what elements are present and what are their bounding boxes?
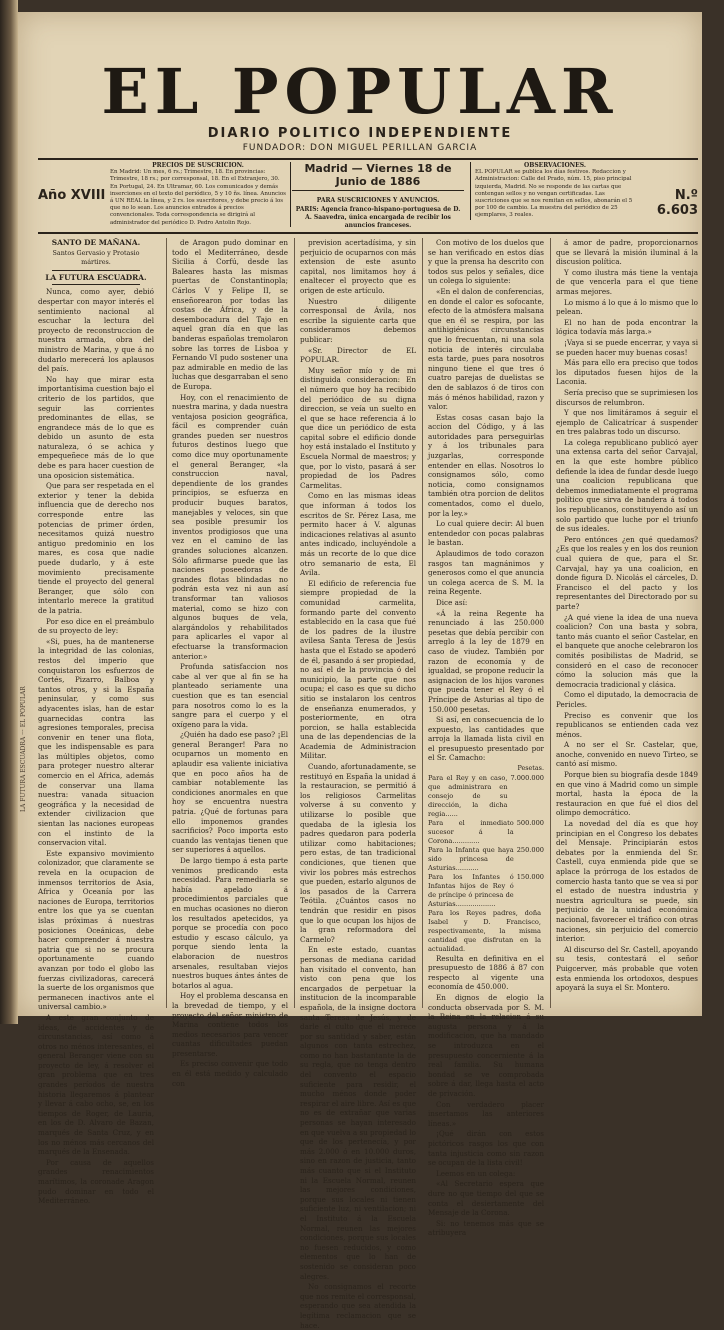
observations bbox=[470, 162, 635, 220]
paragraph: Con motivo de los duelos que se han verificado en estos días y que la prensa ha descrito con todos sus pelos y señales, dice un colega lo siguiente: bbox=[428, 238, 544, 286]
paragraph: Porque bien su biografía desde 1849 en que vino á Madrid como un simple mortal, hasta la época de la restauracion en que fué el dios del olimpo democrático. bbox=[556, 770, 698, 818]
paragraph: Hoy el problema descansa en la brevedad de tiempo, y el proyecto del señor ministro de Marina contiene todos los medios necesarios para vencer cuantas dificultades puedan presentarse. bbox=[172, 991, 288, 1058]
newspaper-subtitle: DIARIO POLITICO INDEPENDIENTE bbox=[207, 126, 513, 141]
column-3-body bbox=[300, 238, 416, 1330]
column-1-body bbox=[38, 287, 154, 1205]
paragraph: prevision acertadísima, y sin perjuicio de ocuparnos con más extension de este asunto capital, nos limitamos hoy á enaltecer el proyecto que es origen de este artículo. bbox=[300, 238, 416, 295]
paragraph: Leemos en un colega: bbox=[436, 1168, 516, 1178]
book-spine bbox=[0, 0, 18, 1024]
paragraph: Preciso es convenir que los republicanos se entienden cada vez ménos. bbox=[556, 710, 698, 739]
civil-list-table bbox=[428, 764, 544, 954]
paragraph: Por causa de aquellos grandes renacimientos marítimos, la coronade Aragon pudo dominar en todo el Mediterráneo. bbox=[38, 1157, 154, 1206]
date-block bbox=[292, 162, 464, 230]
paragraph: Como en las mismas ideas que informan á todos los escritos de Sr. Pérez Lasa, me permito hacer á V. algunas indicaciones relativas al asunto antes indicado, incluyéndole a más un recorte de lo que dice otro semanario de esta, El Avila. bbox=[300, 491, 416, 578]
paragraph: Y como ilustra más tiene la ventaja de que vencerla para el que tiene armas mejores. bbox=[556, 267, 698, 296]
paragraph: No hay que mirar esta importantísima cuestion bajo el criterio de los partidos, que seguir las corrientes predominantes de ellas, se engrandece más de lo que es debido un asunto de esta naturaleza, ó se achica y empequeñece más de lo que debe es para hacer cuestion de una oposicion sistemática. bbox=[38, 374, 154, 480]
paragraph: Aplaudimos de todo corazon rasgos tan magnánimos y generosos como el que anuncia un colega acerca de S. M. la reina Regente. bbox=[428, 549, 544, 597]
masthead bbox=[18, 55, 702, 153]
ledger-row bbox=[428, 774, 544, 819]
paragraph: A este gran conjunto de ideas, de accidentes y de circunstancias, así como á otros no ménos interesantes, el general Beranger viene con su proyecto de ley, á resolver el gran problema que en tres grandes períodos de nuestra historia llegaremos á plantear y llevar á cabo ocho, se, en los tiempos de Roger, de Lauria, en los de D. Alvaro de Bazan, marqués de Santa Cruz, y en los no ménos más cercanos del marqués de la Ensenada. bbox=[38, 1012, 154, 1157]
paragraph: A no ser el Sr. Castelar, que, anoche, convenido en nuevo Tirteo, se cantó así mismo. bbox=[556, 740, 698, 769]
paragraph: «Á la reina Regente ha renunciado á las 250.000 pesetas que debía percibir con arreglo á la ley de 1879 en caso de viudez. También por razon de economía y de igualdad, se propone reducir la asignacion de los hijos varones que pueda tener el Rey ó el Príncipe de Asturias al tipo de 150.000 pesetas. bbox=[428, 608, 544, 714]
column-4-intro bbox=[428, 238, 544, 763]
paragraph: Y que nos limitáramos á seguir el ejemplo de Calicatrícar á suspender en tres palabras todo un discurso. bbox=[556, 408, 698, 437]
paragraph: De largo tiempo á esta parte venimos predicando esta necesidad. Para remediarla se había apelado á procedimientos parciales que en muchas ocasiones no dieron los resultados apetecidos, ya porque se procedía con poco estudio y escaso cálculo, ya porque siendo lenta la elaboracion de nuestros arsenales, resultaban viejos nuestros buques ántes ántes de botarlos al agua. bbox=[172, 856, 288, 990]
ledger-row bbox=[428, 819, 544, 846]
paragraph: En dignos de elogio la conducta observada por S. M. la Reina en la relacion á su augusta persona y á la modificacion, que ha mandado se introduzca en el presupuesto concerniente á la real familia. Su humana bondad se ve comprobada sobre á dar, llega hasta el acto de privación. bbox=[428, 993, 544, 1098]
paragraph: La colega republicano publicó ayer una extensa carta del señor Carvajal, en la que este hombre público defiende la idea de fundar desde luego una coalicion republicana que debemos inmediatamente el programa político que sirva de bandera á todos los republicanos, constituyendo así un solo partido que luche por el triunfo de sus ideales. bbox=[556, 437, 698, 534]
issue-number: N.º 6.603 bbox=[656, 188, 698, 218]
saint-heading: SANTO DE MAÑANA. bbox=[51, 238, 141, 247]
year-label: Año XVIII bbox=[38, 188, 106, 203]
paragraph: Es preciso convenir que todo en él está medido y calculado con bbox=[172, 1059, 288, 1088]
column-1 bbox=[38, 238, 154, 1206]
column-5 bbox=[550, 238, 698, 1008]
ledger-amount: 500.000 bbox=[516, 818, 544, 827]
ledger-row bbox=[428, 909, 544, 954]
newspaper-title: EL POPULAR bbox=[101, 55, 619, 128]
issue-date: Madrid — Viernes 18 de Junio de 1886 bbox=[292, 162, 464, 191]
info-band bbox=[38, 158, 698, 234]
paragraph: Cuando, afortunadamente, se restituyó en España la unidad á la restauracion, se permitió á los religiosos Carmelitas volverse á su convento y utilizarse lo posible que quedaba de la iglesia los padres quedaron para poderla utilizar como habitaciones; pero estas, de tan tradicional condiciones, que tienen que vivir los pobres más estrechos que pueden, estarlo algunos de los pasados de la Carrera Teótila. ¿Cuántos casos no tendrán que residir en pisos que lo que ocupan los hijos de la gran reformadora del Carmelo? bbox=[300, 762, 416, 944]
paragraph: Este expansivo movimiento colonizador, que claramente se revela en la ocupacion de inmensos territorios de Asia, Africa y Oceanía por las naciones de Europa, territorios entre los que ya se cuentan islas próximas á nuestras posiciones Oceánicas, debe hacer comprender á nuestra patria que si no se procura oportunamente cuando avanzan por todo el globo las fuerzas civilizadoras, carecerá la suerte de los organismos que permanecen inactivos ante el universal cambio.» bbox=[38, 848, 154, 1012]
ledger-label: Para el inmediato sucesor á la Corona............. bbox=[428, 818, 514, 845]
paragraph: El no han de poda encontrar la lógica todavía más larga.» bbox=[556, 317, 698, 337]
text-columns bbox=[38, 238, 698, 1330]
newspaper-page bbox=[18, 12, 702, 1330]
paragraph: Si: no tenemos más que se atribuyera bbox=[428, 1218, 544, 1238]
paragraph: «En el dalon de conferencias, en donde el calor es sofocante, efecto de la atmósfera malsana que en él se respira, por las antihigiénicas circunstancias que lo frecuentan, ni una sola noticia de interés circulaba esta tarde, pues para nosotros ninguno tiene el que tres ó cuatro parejas de duelistas se den de sablazos ó de tiros con más ó ménos habilidad, razon y valor. bbox=[428, 286, 544, 412]
founder-line: FUNDADOR: DON MIGUEL PERILLAN GARCIA bbox=[242, 143, 478, 153]
column-4 bbox=[422, 238, 544, 1238]
paragraph: Más para ello era preciso que todos los diputados fuesen hijos de la Laconia. bbox=[556, 358, 698, 387]
ledger-rows bbox=[428, 774, 544, 954]
paragraph: ¿Quién ha dado ese paso? ¡El general Beranger! Para no ocuparnos un momento en aplaudir esa valiente iniciativa que en poco años ha de cambiar notablemente las condiciones anormales en que hoy se encuentra nuestra patria. ¿Qué de fortunas para ello imponemos grandes sacrificios? Poco importa esto cuando las ventajas tienen que ser superiores á aquellos. bbox=[172, 730, 288, 855]
saints-line: Santos Gervasio y Protasio mártires. bbox=[52, 248, 140, 267]
paragraph: Estas cosas casan bajo la accion del Código, y á las autoridades para perseguirlas y á los tribunales para juzgarlas, corresponde entender en ellas. Nosotros lo consignamos sólo, como noticia, como consignamos también otra porcion de delitos comentados, como el duelo, por la ley.» bbox=[428, 412, 544, 518]
observations-text: EL POPULAR se publica los días festivos. Redaccion y Administracion: Calle del Prado, núm. 15, piso principal izquierda, Madrid. No se responde de las cartas que contengan sellos y no vengan certificadas. Las suscriciones que se nos remitan en sellos, abonarán el 5 por 100 de cambio. La muestra del periódico de 25 ejemplares, 3 reales. bbox=[475, 169, 633, 219]
paragraph: Por eso dice en el preámbulo de su proyecto de ley: bbox=[38, 616, 154, 636]
observations-heading: OBSERVACIONES. bbox=[524, 162, 586, 169]
column-4-outro bbox=[428, 954, 544, 1238]
ledger-label: Para la Infanta que haya sido princesa de Asturias........... bbox=[428, 845, 514, 872]
column-5-body bbox=[556, 238, 698, 993]
column-2-body bbox=[172, 238, 288, 1088]
ledger-amount bbox=[541, 909, 544, 954]
paragraph: ¿A qué viene la idea de una nueva coalicion? Con una basta y sobra, tanto más cuanto el señor Castelar, en el banquete que anoche celebraron los comités posibilistas de Madrid, se consideró en el caso de reconocer cómo la solucion más que la democracia tradicional y clásica. bbox=[556, 612, 698, 689]
paragraph: á amor de padre, proporcionarnos que se llevará la misión iluminal á la discusion política. bbox=[556, 238, 698, 267]
paragraph: Muy señor mío y de mi distinguida consideracion: En el número que hoy ha recibido del periódico de su digna direccion, se veía un suelto en el que se hace referencia á lo que dice un periódico de esta capital sobre el edificio donde hoy está instalado el Instituto y Escuela Normal de maestros; y que, por lo visto, pasará á ser propiedad de los Padres Carmelitas. bbox=[300, 365, 416, 490]
ledger-label: Para los Infantes ó Infantas hijos de Rey ó de príncipe ó princesa de Asturias................... bbox=[428, 872, 514, 908]
paragraph: La novedad del día es que hoy principian en el Congreso los debates del Mensaje. Principiarán estos debates por la enmienda del Sr. Castell, cuya enmienda pide que se aplace la prórroga de los estados de comercio hasta tanto que se vea si por el estado de nuestra industria y nuestra agricultura se puede, sin perjuicio de la unidad económica nacional, favorecer el tráfico con otras naciones, sin perjuicio del comercio interior. bbox=[556, 819, 698, 944]
divider bbox=[52, 284, 140, 285]
ledger-amount: 250.000 bbox=[516, 845, 544, 854]
paragraph: de Aragon pudo dominar en todo el Mediterráneo, desde Sicilia á Corfú, desde las Baleares hasta las mismas puertas de Constantinopla; Cárlos V y Felipe II, se enseñorearon por todas las costas de África, y de la desembocadura del Tajo en aquel gran día en que las banderas españolas tremolaron sobre las torres de Lisboa y Fernando VI pudo sostener una paz admirable en medio de las luchas que desgarraban el seno de Europa. bbox=[172, 238, 288, 391]
ledger-label: Para el Rey y en caso, que administrara en consejo de su dirección, la dicha regia...... bbox=[428, 773, 508, 818]
ledger-row bbox=[428, 873, 544, 909]
ledger-label: Para los Reyes padres, doña Isabel y D. Francisco, respectivamente, la misma cantidad que disfrutan en la actualidad. bbox=[428, 908, 541, 953]
ledger-heading: Pesetas. bbox=[517, 764, 544, 773]
paragraph: Con verdadero placer insertamos las anteriores líneas.» bbox=[428, 1099, 544, 1128]
subscriptions-heading: PARA SUSCRICIONES Y ANUNCIOS. bbox=[316, 197, 440, 204]
paragraph: No consignamos el recorte que nos remite el corresponsal, esperando que sea atendida la legítima reclamacion que se hace. bbox=[300, 1282, 416, 1330]
paragraph: Profunda satisfaccion nos cabe al ver que al fin se ha planteado seriamente una cuestion que es tan esencial para nosotros como lo es la sangre para el cuerpo y el oxígeno para la vida. bbox=[172, 662, 288, 729]
column-3 bbox=[294, 238, 416, 1330]
paragraph: Al discurso del Sr. Castell, apoyando su tesis, contestará el señor Puigcerver, más probable que voten esta enmienda los ortodoxos, despues apoyará la suya el Sr. Montero. bbox=[556, 944, 698, 993]
paragraph: En este estado, cuantas personas de mediana caridad han visitado el convento, han visto con pena que los encargados de perpetuar la institucion de la incomparable española, de la insigne doctora santa Teresa de Jesús, y de darle el culto que el merece por su santidad y saber, están algunos con tanta estrechez, como no han bastantante la de su regla, que no tenga dentro del convento el espacio suficiente para residir, el mucho ménos donde poder respirar el aire libre. Así es que no es de extrañar que varias personas se hayan interesado en que vuelva a su propiedad lo que de los pertenecía, y por más 2.000 ó en 10.000 duros, sino en razon de justicia, tanto más cuanto que si el Instituto ni la Escuela Normal, reunen las mejores condiciones, porque sus locales ni tienen suficiente luz, ni ventilacion; ni el Instituto á la Escuela Normal, reunen las mejores condiciones, porque sus locales no fuesen reducidos, y como elementos que lo han de sostenido se consideran poco alegres. bbox=[300, 945, 416, 1281]
paragraph: Si así, en consecuencia de lo expuesto, las cantidades que arroja la llamada lista civil en el presupuesto presentado por el Sr. Camacho: bbox=[428, 715, 544, 763]
divider bbox=[52, 270, 140, 271]
ledger-amount: 150.000 bbox=[516, 872, 544, 881]
subscription-prices bbox=[110, 162, 291, 227]
prices-heading: PRECIOS DE SUSCRICION. bbox=[152, 162, 244, 169]
paragraph: «Al Secretario espera que dure no que tiempo del que se conta el desiertamente del Mensaje de la Corona. bbox=[428, 1179, 544, 1218]
paragraph: Nunca, como ayer, debió despertar con mayor interés el sentimiento nacional al escuchar la lectura del proyecto de reconstruccion de nuestra armada, obra del ministro de Marina, y que á no dudarlo merecerá los aplausos del país. bbox=[38, 287, 154, 374]
paragraph: Lo cual quiere decir: Al buen entendedor con pocas palabras le bastan. bbox=[428, 519, 544, 548]
paragraph: Pero entónces ¿en qué quedamos? ¿Es que los reales y en los dos reunion cual quiera de que, para el Sr. Carvajal, hay ya una coalicion, en donde figura D. Nicolás el cárceles, D. Francisco el del pacto y los representantes del Directorado por su parte? bbox=[556, 534, 698, 611]
ledger-row bbox=[428, 846, 544, 873]
column-2 bbox=[166, 238, 288, 1088]
paragraph: Nuestro diligente corresponsal de Ávila, nos escribe la siguiente carta que consideramos debemos publicar: bbox=[300, 296, 416, 344]
paragraph: Sería preciso que se suprimiesen los discursos de relumbron. bbox=[556, 387, 698, 407]
side-strip bbox=[18, 432, 30, 832]
paragraph: ¡Vaya si se puede encerrar, y vaya si se pueden hacer muy buenas cosas! bbox=[556, 337, 698, 357]
paragraph: «Sr. Director de EL POPULAR. bbox=[300, 345, 416, 365]
ledger-amount: 7.000.000 bbox=[510, 773, 544, 782]
article-heading: LA FUTURA ESCUADRA. bbox=[45, 272, 147, 282]
side-strip-text: LA FUTURA ESCUADRA ··· EL POPULAR bbox=[20, 686, 27, 812]
paragraph: Que para ser respetada en el exterior y tener la debida influencia que de derecho nos corresponde entre las potencias de primer órden, necesitamos quizá nuestro antiguo predominio en los mares, es cosa que nadie puede dudarlo, y á este movimiento precisamente tiende el proyecto del general Beranger, que sólo con intentarlo merece la gratitud de la patria. bbox=[38, 481, 154, 615]
paragraph: Como el diputado, la democracia de Pericles. bbox=[556, 690, 698, 709]
paragraph: Dice así: bbox=[436, 597, 468, 607]
paragraph: Lo mismo á lo que á lo mismo que lo pelean. bbox=[556, 297, 698, 317]
paragraph: ¡Qué dirán con estos pictóricos rasgos los que con tanta injusticia como sin razon se ocupan de la lista civil! bbox=[428, 1129, 544, 1168]
paragraph: Resulta en definitiva en el presupuesto de 1886 á 87 con respecto al vigente una economía de 450.000. bbox=[428, 953, 544, 992]
paris-agency: PARIS: Agencia franco-hispano-portuguesa de D. A. Saavedra, única encargada de recibir los anuncios franceses. bbox=[295, 206, 461, 229]
paragraph: Hoy, con el renacimiento de nuestra marina, y dada nuestra ventajosa posicion geográfica, fácil es comprender cuán grandes pueden ser nuestros futuros destinos luego que como dice muy oportunamente el general Beranger, «la construccion naval, dependiente de los grandes principios, se esfuerza en producir buques baratos, manejables y veloces, sin que sea posible presumir los inventos prodigiosos que una vez en el camino de las grandes soluciones alcanzen. Sólo afirmarse puede que las naciones poseedoras de grandes flotas blindadas no podrán esta vez ni aun así transformar tan valiosos material, como se hizo con algunos buques de vela, alargándolos y rehabilitados para aplicarles el vapor al efectuarse la transformacion anterior.» bbox=[172, 392, 288, 661]
paragraph: «Si, pues, ha de mantenerse la integridad de las colonias, restos del imperio que conquistaron los esfuerzos de Cortés, Pizarro, Balboa y tantos otros, y si la España peninsular, y como sus adyacentes islas, han de estar guarnecidas contra las agresiones temporales, precisa convenir en tener una flota, que les indispensable es para las múltiples objetos, como para proteger nuestro alterar comercio en el Africa, además de conservar una llama nuestra: vanada situacion geográfica y la necesidad de extender civilizacion que sientan las naciones europeas con el instinto de la conservacion vital. bbox=[38, 636, 154, 848]
prices-text: En Madrid: Un mes, 6 rs.; Trimestre, 18. En provincias: Trimestre, 18 rs.; por corresponsal, 18. En el Extranjero, 30. En Portugal, 24. En Ultramar, 60. Los comunicados y demás inserciones en el texto del periódico, 5 y 10 ñs. línea. Anuncios á UN REAL la línea, y 2 rs. los suscritores, y debe precio á los que no lo sean. Los anuncios entrados á precios convencionales. Toda correspondencia se dirigirá al administrador del periódico D. Pedro Antolin Rojo. bbox=[110, 169, 286, 226]
paragraph: El edificio de referencia fue siempre propiedad de la comunidad carmelita, formando parte del convento establecido en la casa que fué de los padres de la ilustre avilesa Santa Teresa de Jesús hasta que el Estado se apoderó de él, pasando á ser propiedad, no así el de la provincia ó del municipio, la parte que nos ocupa; el caso es que su dicho sitio se instalaron los centros de enseñanza enumerados, y posteriormente, en otra porcion, se halla establecida una de las dependencias de la Academia de Administracion Militar. bbox=[300, 578, 416, 761]
